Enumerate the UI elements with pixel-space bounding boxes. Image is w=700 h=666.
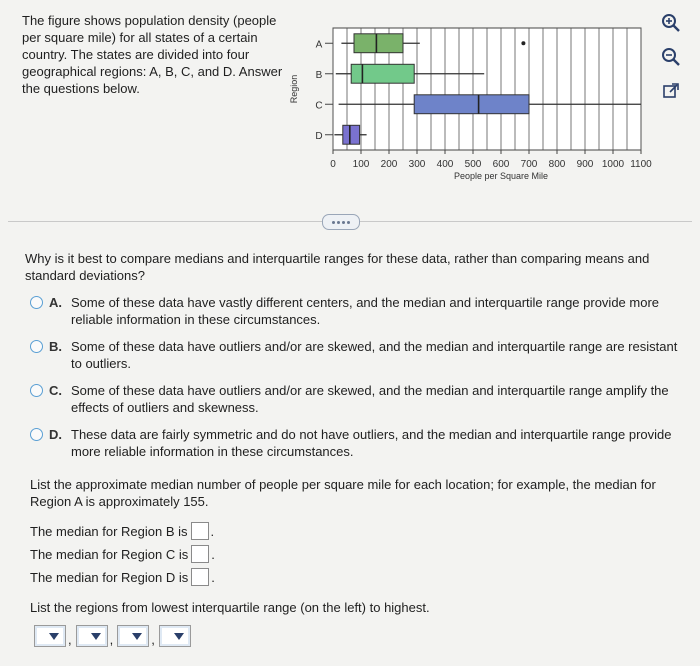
iqr-dropdown-1[interactable] <box>34 625 66 647</box>
median-b-row: The median for Region B is . <box>30 523 215 539</box>
x-tick-label: 100 <box>352 159 370 170</box>
iqr-order-dropdowns: , , , <box>34 625 191 647</box>
box-a <box>354 34 403 53</box>
iqr-dropdown-3[interactable] <box>117 625 149 647</box>
x-tick-label: 500 <box>464 159 482 170</box>
x-tick-label: 1000 <box>601 159 625 170</box>
x-tick-label: 400 <box>436 159 454 170</box>
radio-b[interactable] <box>30 340 43 353</box>
region-label: C <box>315 100 323 112</box>
median-c-row: The median for Region C is . <box>30 546 215 562</box>
option-d[interactable]: D. These data are fairly symmetric and do not have outliers, and the median and interquartile range provide more reliable information in these circumstances. <box>30 426 680 460</box>
region-label: B <box>315 69 323 81</box>
option-c-text: Some of these data have outliers and/or are skewed, and the median and interquartile range amplify the effects of outliers and skewness. <box>71 383 669 415</box>
option-c[interactable]: C. Some of these data have outliers and/or are skewed, and the median and interquartile range amplify the effects of outliers and skewness. <box>30 382 680 416</box>
iqr-dropdown-4[interactable] <box>159 625 191 647</box>
median-c-input[interactable] <box>191 545 209 563</box>
option-a[interactable]: A. Some of these data have vastly different centers, and the median and interquartile range provide more reliable information in these circumstances. <box>30 294 680 328</box>
option-a-text: Some of these data have vastly different centers, and the median and interquartile range provide more reliable information in these circumstances. <box>71 295 660 327</box>
external-link-icon[interactable] <box>658 78 684 104</box>
option-d-text: These data are fairly symmetric and do not have outliers, and the median and interquartile range provide more reliable information in these circumstances. <box>71 427 672 459</box>
chevron-down-icon <box>174 633 184 640</box>
x-tick-label: 700 <box>520 159 538 170</box>
median-d-row: The median for Region D is . <box>30 569 215 585</box>
median-c-label: The median for Region C is <box>30 546 189 562</box>
y-axis-label: Region <box>289 74 299 104</box>
median-d-label: The median for Region D is <box>30 569 189 585</box>
x-axis-label: People per Square Mile <box>453 171 549 181</box>
median-b-input[interactable] <box>191 522 209 540</box>
option-b[interactable]: B. Some of these data have outliers and/or are skewed, and the median and interquartile range are resistant to outliers. <box>30 338 680 372</box>
radio-d[interactable] <box>30 428 43 441</box>
median-b-label: The median for Region B is <box>30 523 188 539</box>
x-tick-label: 300 <box>408 159 426 170</box>
x-tick-label: 800 <box>548 159 566 170</box>
zoom-out-icon[interactable] <box>658 44 684 70</box>
question-text: Why is it best to compare medians and interquartile ranges for these data, rather than comparing means and standard deviations? <box>25 251 650 283</box>
boxplot-chart <box>285 10 665 195</box>
x-tick-label: 600 <box>492 159 510 170</box>
zoom-in-icon[interactable] <box>658 10 684 36</box>
expand-more-button[interactable] <box>322 214 360 230</box>
radio-c[interactable] <box>30 384 43 397</box>
median-d-input[interactable] <box>191 568 209 586</box>
x-tick-label: 900 <box>576 159 594 170</box>
iqr-instruction: List the regions from lowest interquartile range (on the left) to highest. <box>30 600 430 615</box>
box-d <box>343 125 360 144</box>
iqr-dropdown-2[interactable] <box>76 625 108 647</box>
option-b-text: Some of these data have outliers and/or are skewed, and the median and interquartile range are resistant to outliers. <box>71 339 678 371</box>
chevron-down-icon <box>91 633 101 640</box>
region-label: D <box>315 130 323 142</box>
chevron-down-icon <box>132 633 142 640</box>
outlier-point <box>521 41 525 45</box>
intro-text: The figure shows population density (people per square mile) for all states of a certain country. The states are divided into four geographical regions: A, B, C, and D. Answer the questions below. <box>22 13 283 96</box>
radio-a[interactable] <box>30 296 43 309</box>
box-c <box>414 95 529 114</box>
chevron-down-icon <box>49 633 59 640</box>
x-tick-label: 1100 <box>630 159 652 170</box>
x-tick-label: 0 <box>330 159 336 170</box>
box-b <box>351 64 414 83</box>
median-instruction: List the approximate median number of people per square mile for each location; for example, the median for Region A is approximately 155. <box>30 477 656 509</box>
x-tick-label: 200 <box>380 159 398 170</box>
region-label: A <box>315 39 323 51</box>
